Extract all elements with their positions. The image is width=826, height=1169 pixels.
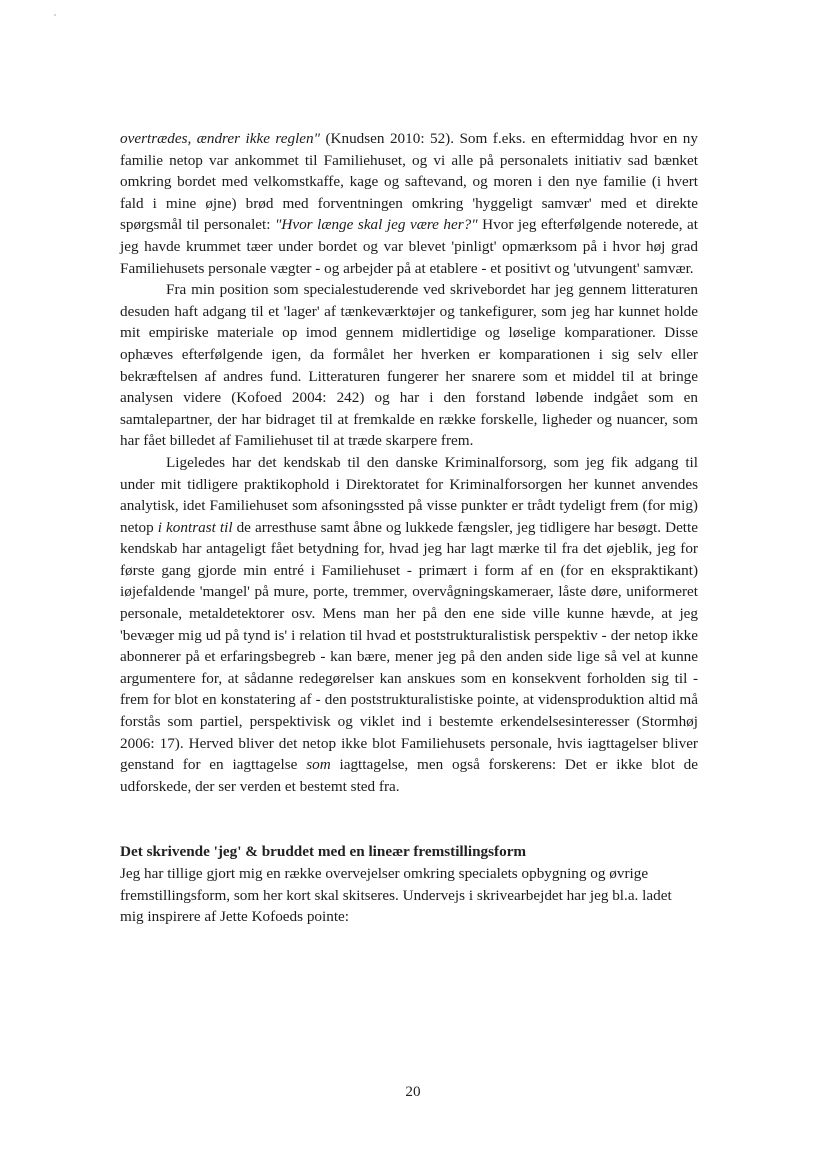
paragraph-1-text-a: (Knudsen 2010: 52). Som f.eks. en eftermiddag hvor en ny familie netop var ankommet til Familiehuset, og vi alle på personalets initiativ sad bænket omkring bordet med velkomstkaffe, kage og saftevand, og moren i den nye familie (i hvert fald i mine øjne) brød med forventningen omkring 'hyggeligt samvær' med et direkte spørgsmål til personalet:	[120, 130, 698, 234]
paragraph-2: Fra min position som specialestuderende ved skrivebordet har jeg gennem litteraturen desuden haft adgang til et 'lager' af tænkeværktøjer og tankefigurer, som jeg har kunnet holde mit empiriske materiale op imod gennem midlertidige og løselige komparationer. Disse ophæves efterfølgende igen, da formålet her hverken er komparationen i sig selv eller bekræftelsen af andres fund. Litteraturen fungerer her snarere som et middel til at bringe analysen videre (Kofoed 2004: 242) og har i den forstand løbende indgået som en samtalepartner, der har bidraget til at fremkalde en række forskelle, ligheder og nuancer, som har fået billedet af Familiehuset til at træde skarpere frem.	[120, 281, 698, 450]
italic-quote-lead: overtrædes, ændrer ikke reglen"	[120, 130, 320, 147]
paragraph-3-text-a: Ligeledes har det kendskab til den danske Kriminalforsorg, som jeg fik adgang til under mit tidligere praktikophold i Direktoratet for Kriminalforsorgen her kunnet anvendes analytisk, idet Familiehuset som afsoningssted på visse punkter er trådt tydeligt frem (for mig) netop	[120, 453, 698, 536]
italic-phrase-contrast: i kontrast til	[157, 518, 233, 536]
italic-word-som: som	[306, 756, 331, 774]
paragraph-3	[120, 452, 698, 798]
paragraph-3-text-c: iagttagelse, men også forskerens: Det er ikke blot de udforskede, der ser verden et bestemt sted fra.	[120, 756, 698, 795]
section-heading: Det skrivende 'jeg' & bruddet med en lineær fremstillingsform	[120, 843, 527, 861]
paragraph-1-text-b: Hvor jeg efterfølgende noterede, at jeg havde krummet tæer under bordet og var blevet 'pinligt' opmærksom på i hvor høj grad Familiehusets personale vægter - og arbejder på at etablere - et positivt og 'utvungent' samvær.	[120, 216, 698, 277]
scan-speck	[54, 14, 56, 16]
paragraph-1	[120, 128, 698, 279]
paragraph-3-text-b: de arresthuse samt åbne og lukkede fængsler, jeg tidligere har besøgt. Dette kendskab har antageligt fået betydning for, hvad jeg har lagt mærke til fra det øjeblik, jeg for første gang gjorde min entré i Familiehuset - primært i form af en (for en ekspraktikant) iøjefaldende 'mangel' på mure, porte, tremmer, overvågningskameraer, låste døre, uniformeret personale, metaldetektorer osv. Mens man her på den ene side ville kunne hævde, at jeg 'bevæger mig ud på tynd is' i relation til hvad et poststrukturalistisk perspektiv - der netop ikke abonnerer på et erfaringsbegreb - kan bære, mener jeg på den anden side lige så vel at kunne argumentere for, at sådanne redegørelser kan anskues som en konsekvent forholden sig til - frem for blot en konstatering af - den poststrukturalistiske pointe, at vidensproduktion altid må forstås som partiel, perspektivisk og viklet ind i bestemte erkendelsesinteresser (Stormhøj 2006: 17). Herved bliver det netop ikke blot Familiehusets personale, hvis iagttagelser bliver genstand for en iagttagelse	[120, 518, 698, 774]
section-writing-i	[120, 841, 698, 927]
section-paragraph: Jeg har tillige gjort mig en række overvejelser omkring specialets opbygning og øvrige fremstillingsform, som her kort skal skitseres. Undervejs i skrivearbejdet har jeg bl.a. ladet mig inspirere af Jette Kofoeds pointe:	[120, 865, 672, 926]
document-page	[120, 128, 698, 928]
italic-quote-question: "Hvor længe skal jeg være her?"	[275, 216, 478, 234]
page-number: 20	[405, 1083, 421, 1100]
